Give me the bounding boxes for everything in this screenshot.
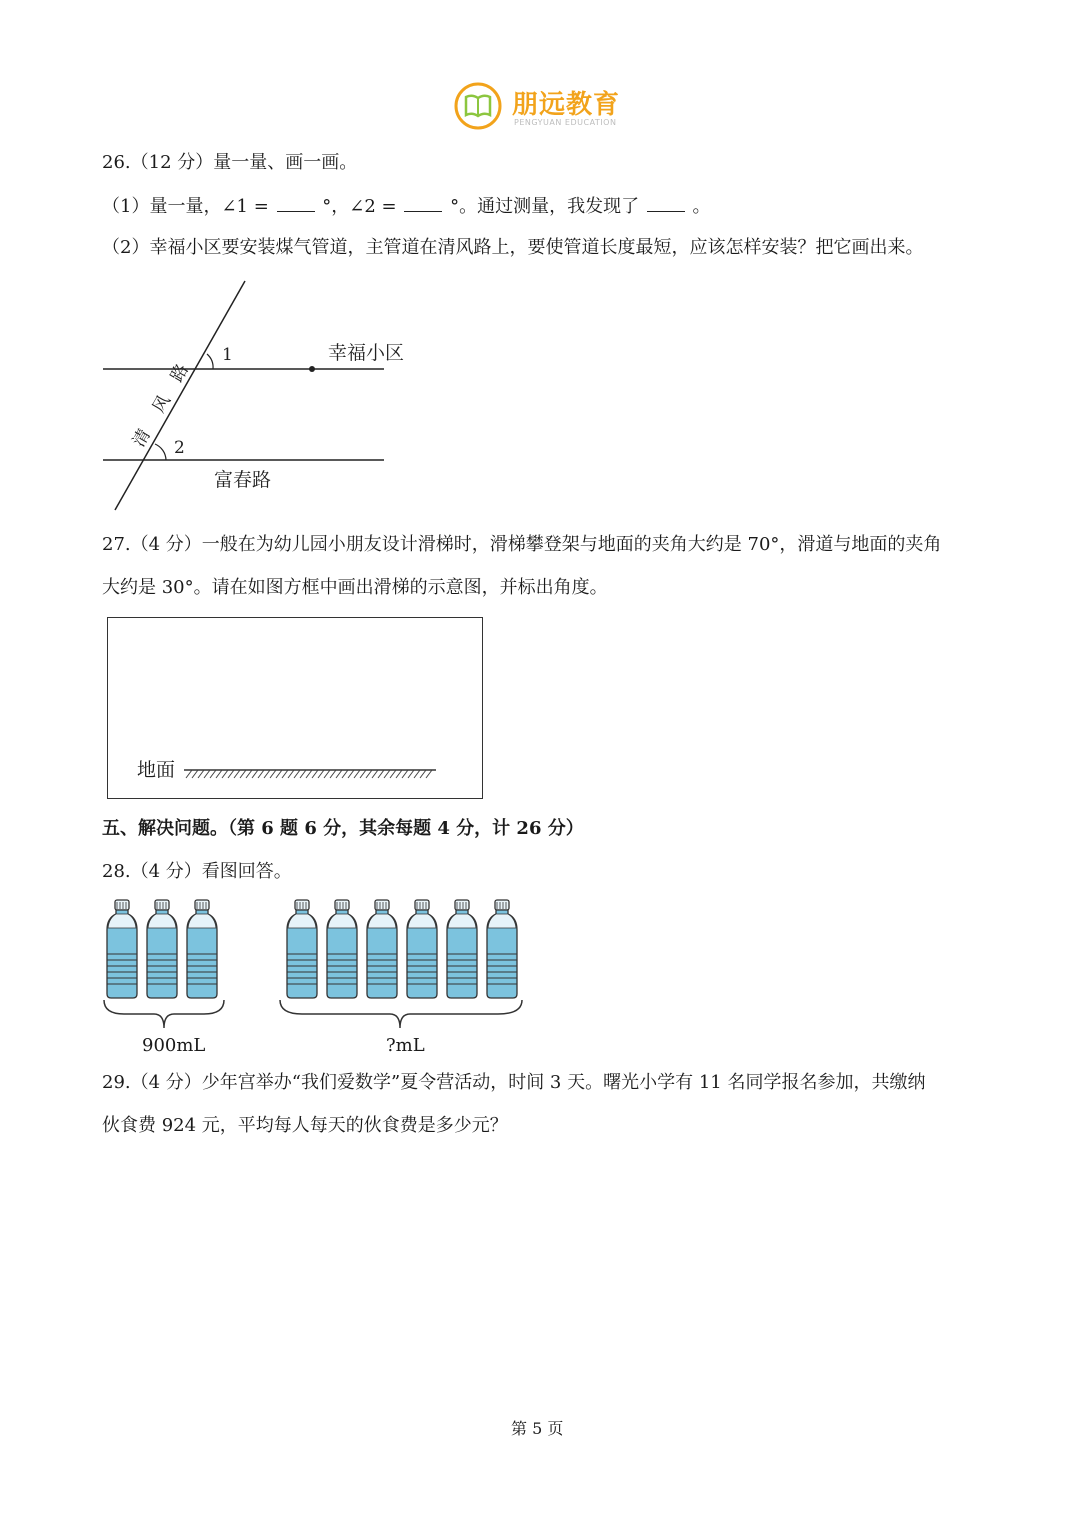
logo-name: 朋远教育 [512, 90, 621, 120]
bottles-right-group [280, 898, 526, 1002]
water-bottle-icon [404, 898, 440, 1000]
discovery-blank[interactable] [647, 195, 685, 212]
water-bottle-icon [324, 898, 360, 1000]
road-diagram [100, 276, 420, 516]
q26-part1 [102, 195, 711, 218]
community-label: 幸福小区 [328, 342, 405, 364]
angle2-blank[interactable] [404, 195, 442, 212]
water-bottle-icon [444, 898, 480, 1000]
logo [452, 80, 642, 134]
qingfeng-road-char-2: 风 [149, 391, 175, 417]
angle1-label: 1 [222, 345, 233, 365]
qingfeng-road-char-3: 路 [167, 360, 193, 386]
bottles-left-group [100, 898, 230, 1002]
angle1-blank[interactable] [277, 195, 315, 212]
slide-drawing-box[interactable] [107, 617, 483, 799]
q27-line2: 大约是 30°。请在如图方框中画出滑梯的示意图，并标出角度。 [102, 577, 608, 598]
community-point [309, 366, 315, 372]
q26-title: 26.（12 分）量一量、画一画。 [102, 152, 358, 173]
water-bottle-icon [144, 898, 180, 1000]
right-volume-label: ?mL [386, 1035, 425, 1056]
ground-label: 地面 [137, 759, 176, 781]
water-bottle-icon [364, 898, 400, 1000]
section-5-heading: 五、解决问题。（第 6 题 6 分，其余每题 4 分，计 26 分） [102, 818, 584, 839]
qingfeng-road-char-1: 清 [129, 425, 155, 451]
ground-line [184, 766, 440, 782]
page-number: 第 5 页 [511, 1419, 564, 1438]
water-bottle-icon [484, 898, 520, 1000]
logo-subtitle: PENGYUAN EDUCATION [514, 118, 617, 127]
q26-part1-b: °，∠2 = [322, 196, 397, 217]
q28-title: 28.（4 分）看图回答。 [102, 861, 292, 882]
fuchun-road-label: 富春路 [214, 469, 272, 491]
q29-line1: 29.（4 分）少年宫举办“我们爱数学”夏令营活动，时间 3 天。曙光小学有 11 名同学报名参加，共缴纳 [102, 1072, 926, 1093]
water-bottle-icon [284, 898, 320, 1000]
water-bottle-icon [184, 898, 220, 1000]
water-bottle-icon [104, 898, 140, 1000]
q26-part1-a: （1）量一量，∠1 = [102, 196, 269, 217]
q29-line2: 伙食费 924 元，平均每人每天的伙食费是多少元？ [102, 1115, 508, 1136]
q26-part2: （2）幸福小区要安装煤气管道，主管道在清风路上，要使管道长度最短，应该怎样安装？把它画出来。 [102, 237, 924, 258]
q26-part1-c: °。通过测量，我发现了 [450, 196, 640, 217]
angle2-label: 2 [174, 438, 185, 458]
left-brace [102, 998, 228, 1032]
q26-part1-d: 。 [692, 196, 711, 217]
book-logo-icon [452, 80, 504, 132]
q27-line1: 27.（4 分）一般在为幼儿园小朋友设计滑梯时，滑梯攀登架与地面的夹角大约是 70°，滑道与地面的夹角 [102, 534, 942, 555]
left-volume-label: 900mL [142, 1035, 206, 1056]
right-brace [278, 998, 526, 1032]
